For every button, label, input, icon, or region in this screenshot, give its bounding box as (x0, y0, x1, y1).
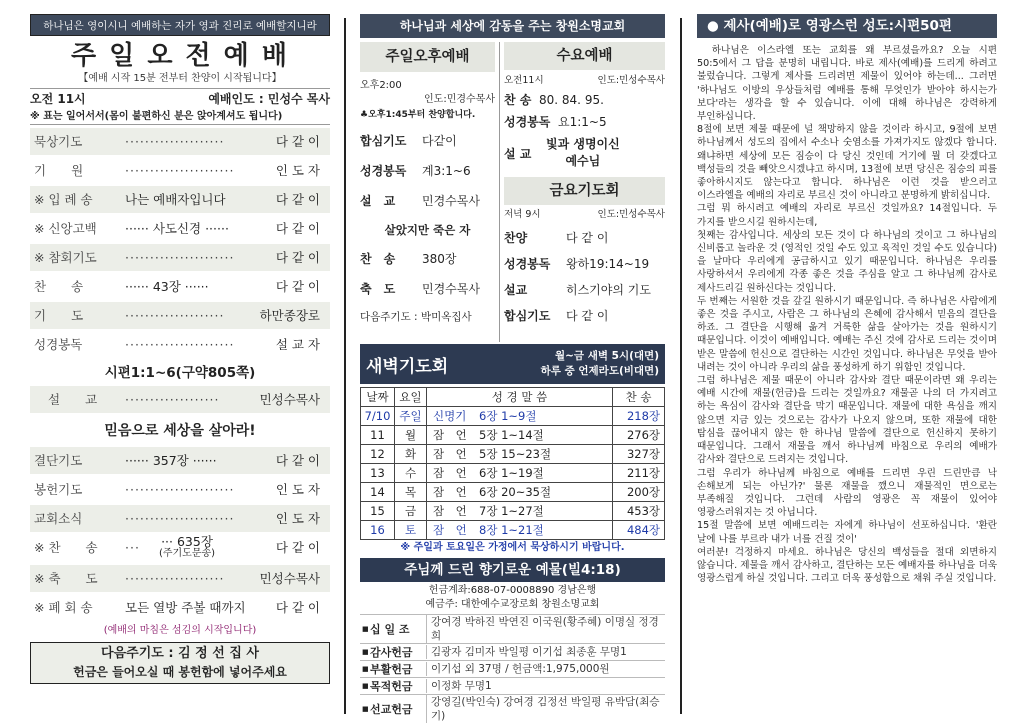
bullet-icon: ■ (362, 705, 369, 713)
wednesday-title: 수요예배 (504, 42, 665, 70)
cell-book: 잠 언 (433, 523, 467, 537)
bullet-icon: ■ (362, 625, 369, 633)
friday-rows (504, 225, 665, 329)
cell-date: 16 (361, 521, 395, 540)
cell-passage: 7장 1~27절 (479, 504, 544, 518)
service-row-value: 다같이 (422, 134, 457, 148)
cell-day: 수 (395, 464, 427, 483)
cell-day: 금 (395, 502, 427, 521)
order-label: 성경봉독 (34, 337, 83, 352)
afternoon-sermon-title: 살았지만 죽은 자 (384, 223, 471, 237)
afternoon-note: ♣오후1:45부터 찬양합니다. (360, 110, 476, 120)
cell-date: 13 (361, 464, 395, 483)
cell-scripture (427, 502, 613, 521)
cell-scripture (427, 407, 613, 426)
weekday-services (500, 42, 665, 342)
order-dots: ······················ (125, 482, 235, 497)
order-person: 다 같 이 (275, 600, 320, 615)
cell-hymn: 276장 (613, 426, 665, 445)
next-week-prayer: 다음주기도 : 김 정 선 집 사 (101, 646, 259, 661)
table-header-row (361, 388, 665, 407)
order-label: ※ 찬 송 (34, 540, 98, 555)
cell-passage: 6장 20~35절 (479, 485, 552, 499)
header-day: 요일 (395, 388, 427, 407)
order-row (30, 505, 330, 532)
sermon-preacher: 민성수목사 (259, 392, 320, 407)
afternoon-rows (360, 126, 495, 216)
cell-hymn: 218장 (613, 407, 665, 426)
wednesday-hymn-label: 찬 송 (504, 93, 532, 107)
table-row (361, 521, 665, 540)
cell-book: 잠 언 (433, 428, 467, 442)
friday-leader: 인도:민성수목사 (597, 209, 665, 220)
offering-label: 선교헌금 (370, 703, 413, 716)
cell-date: 15 (361, 502, 395, 521)
wednesday-hymn-value: 80. 84. 95. (539, 93, 604, 107)
wednesday-sermon-line1: 빛과 생명이신 (546, 137, 620, 151)
cell-scripture (427, 483, 613, 502)
order-label: 교회소식 (34, 511, 83, 526)
cell-passage: 8장 1~21절 (479, 523, 544, 537)
service-row (504, 277, 665, 303)
schedule-column (360, 14, 665, 722)
sermon-title: 믿음으로 세상을 살아라! (104, 423, 256, 439)
wednesday-scripture-value: 요1:1~5 (558, 115, 607, 129)
sermon-paragraph: 그럼 우리가 하나님께 바침으로 예배를 드리면 우린 드린만큼 낙 손해보게 되는 아닌가?' 물론 재물을 깼으니 재물적인 면으로는 부족해질 것입니다. 그런데 사람의 영광은 꼭 재물이 있어야 영광스러워지는 것 아닙니다. (697, 467, 997, 519)
order-person: 인 도 자 (275, 482, 320, 497)
service-row-label: 합심기도 (504, 309, 551, 323)
afternoon-next: 다음주기도 : 박미옥집사 (360, 311, 472, 323)
dawn-note: ※ 주일과 토요일은 가정에서 묵상하시기 바랍니다. (400, 542, 625, 553)
service-row-label: 찬양 (504, 231, 528, 245)
order-row (30, 331, 330, 358)
sermon-paragraph: 두 번째는 서원한 것을 갚길 원하시기 때문입니다. 즉 하나님은 사람에게 좋은 것을 주시고, 사람은 그 하나님의 은혜에 감사해서 믿음의 결단을 하죠. 그 결단을 시행해 옮겨 거룩한 삶을 살아가는 것을 원하시기 때문입니다. 이것이 예배입니다. 예배는 주신 것에 감사로 드리는 것이며 받은 말씀에 헌신으로 결단하는 시간인 것입니다. 하나님은 무엇을 받아 내려는 것이 아니라 우리의 삶을 풍성하게 하기 위함인 것입니다. (697, 295, 997, 373)
cell-date: 11 (361, 426, 395, 445)
order-row (30, 302, 330, 329)
account-holder: 예금주: 대한예수교장로회 창원소명교회 (425, 599, 600, 610)
service-row (504, 225, 665, 251)
cell-day: 목 (395, 483, 427, 502)
sermon-article-body (697, 44, 997, 585)
order-item: 모든 열방 주볼 때까지 (125, 600, 246, 615)
order-person: 다 같 이 (275, 540, 320, 555)
cell-book: 잠 언 (433, 447, 467, 461)
order-row (30, 128, 330, 155)
offering-label: 십 일 조 (370, 623, 410, 636)
service-row (360, 244, 495, 274)
order-item (122, 536, 252, 560)
service-row (504, 303, 665, 329)
cell-book: 잠 언 (433, 504, 467, 518)
sermon-paragraph: 여러분! 걱정하지 마세요. 하나님은 당신의 백성들을 절대 외면하지 않습니다. 제물을 깨서 감사하고, 결단하는 모든 예배자를 하나님을 더욱 영광스럽게 하실 것입니다. 그리고 더욱 풍성함으로 채워 주실 것입니다. (697, 546, 997, 585)
wednesday-hymn (504, 89, 665, 111)
order-row (30, 244, 330, 271)
offering-row (360, 614, 665, 643)
order-dots: ······················ (125, 511, 235, 526)
offering-list (360, 614, 665, 723)
sermon-paragraph: 하나님은 이스라엘 또는 교회를 왜 부르셨을까요? 오늘 시편 50:5에서 그 답을 분명히 내립니다. 바로 제사(예배)를 드리게 하려고 불렀습니다. 그렇게 제사를 드리려면 제물이 있어야 하는데... 그러면 '하나님도 이방의 우상들처럼 예배를 통해 무엇인가 받아야 하시는가 보다'라는 생각을 할 수 있습니다. 이에 대해 하나님은 강력하게 부인하십니다. (697, 45, 997, 123)
offering-row (360, 694, 665, 723)
service-row-label: 합심기도 (360, 134, 407, 148)
cell-date: 12 (361, 445, 395, 464)
order-label: 찬 송 (34, 279, 84, 294)
order-row (30, 565, 330, 592)
friday-time: 저녁 9시 (504, 209, 541, 220)
services-grid (360, 42, 665, 342)
cell-hymn: 200장 (613, 483, 665, 502)
order-list-2 (30, 447, 330, 621)
friday-info (504, 205, 665, 225)
order-person: 설 교 자 (275, 337, 320, 352)
order-item: ······ 43장 ······ (125, 279, 209, 294)
next-week-box (30, 642, 330, 684)
time-leader-row (30, 88, 330, 108)
order-label: 기 도 (34, 308, 84, 323)
cell-book: 잠 언 (433, 485, 467, 499)
top-banner: 하나님은 영이시니 예배하는 자가 영과 진리로 예배할지니라 (30, 14, 330, 36)
cell-day: 화 (395, 445, 427, 464)
order-person: 하만종장로 (259, 308, 320, 323)
offering-note: 헌금은 들어오실 때 봉헌함에 넣어주세요 (73, 665, 287, 679)
service-row (504, 251, 665, 277)
wednesday-scripture (504, 111, 665, 133)
order-row (30, 534, 330, 563)
cell-passage: 5장 1~14절 (479, 428, 544, 442)
wednesday-leader: 인도:민성수목사 (597, 75, 665, 86)
header-scripture: 성 경 말 씀 (427, 388, 613, 407)
order-label: ※ 입 례 송 (34, 192, 93, 207)
sermon-article-title: ● 제사(예배)로 영광스런 성도:시편50편 (697, 14, 997, 38)
friday-title: 금요기도회 (504, 177, 665, 205)
cell-hymn: 211장 (613, 464, 665, 483)
order-label: 결단기도 (34, 453, 83, 468)
order-row (30, 594, 330, 621)
wednesday-sermon-line2: 예수님 (565, 154, 601, 168)
order-label: ※ 참회기도 (34, 250, 97, 265)
service-row-value: 다 같 이 (566, 309, 609, 323)
order-dots: ···················· (125, 308, 225, 323)
cell-scripture (427, 464, 613, 483)
order-dots: ······················ (125, 163, 235, 178)
cell-passage: 6장 1~19절 (479, 466, 544, 480)
offering-row (360, 660, 665, 677)
order-dots: ··· (125, 540, 140, 555)
wednesday-scripture-label: 성경봉독 (504, 115, 551, 129)
afternoon-time: 오후2:00 (360, 80, 402, 91)
offering-names: 이정화 무명1 (426, 679, 665, 693)
order-dots: ···················· (125, 571, 225, 586)
afternoon-title: 주일오후예배 (360, 42, 495, 72)
sermon-paragraph: 그럼 하나님은 제물 때문이 아니라 감사와 결단 때문이라면 왜 우리는 예배 시간에 재물(헌금)을 드리는 것일까요? 재물곧 나의 더 가지려고 하는 욕심이 감사와 결단을 막기 때문입니다. 재물에 대한 욕심을 깨지 않으면 지금 있는 것으로는 감사가 나오지 않으며, 또한 재물에 대한 탐심을 끊어내지 않는 한 하나님 말씀에 결단으로 헌신하지 못하기 때문입니다. 그래서 재물을 깨서 하나님께 바침으로 우리의 예배가 감사와 결단으로 드려지는 것입니다. (697, 375, 997, 466)
cell-scripture (427, 445, 613, 464)
service-time: 오전 11시 (30, 92, 86, 106)
sermon-paragraph: 그럼 뭐 하시려고 예배의 자리로 부르신 것일까요? 14절입니다. 두 가지를 받으시길 원하시는데, (697, 203, 997, 228)
service-row-value: 380장 (422, 252, 457, 266)
dawn-time-2: 하루 중 언제라도(비대면) (540, 365, 659, 377)
offering-row (360, 677, 665, 694)
service-row-value: 왕하19:14~19 (566, 257, 650, 271)
service-row (360, 126, 495, 156)
order-person: 다 같 이 (275, 134, 320, 149)
order-list-1 (30, 128, 330, 358)
standing-note: ※ 표는 일어서서(몸이 불편하신 분은 앉아계셔도 됩니다) (30, 108, 330, 125)
order-item-line1: ··· 635장 (161, 534, 213, 549)
sermon-paragraph: 첫째는 감사입니다. 세상의 모든 것이 다 하나님의 것이고 그 하나님의 신비롭고 놀라운 것 (영적인 것일 수도 있고 육적인 것일 수도 있습니다)을 날마다 우리에게 공급하시고 있기 때문입니다. 하나님은 우리를 사랑하셔서 우리에게 각종 좋은 것을 주심을 알고 그 하나님께 감사로 제사드리길 원하신다는 것입니다. (697, 229, 997, 294)
offering-label: 부활헌금 (370, 663, 413, 676)
order-person: 다 같 이 (275, 221, 320, 236)
wednesday-sermon-label: 설 교 (504, 146, 532, 161)
service-row-label: 설 교 (360, 194, 396, 208)
order-label: ※ 신앙고백 (34, 221, 97, 236)
dawn-schedule-table (360, 387, 665, 540)
table-row (361, 483, 665, 502)
column-divider-2 (680, 18, 682, 714)
cell-hymn: 327장 (613, 445, 665, 464)
order-label: 묵상기도 (34, 134, 83, 149)
bullet-icon: ■ (362, 648, 369, 656)
offering-header: 주님께 드린 향기로운 예물(빌4:18) (360, 558, 665, 582)
dawn-times (541, 349, 659, 379)
church-banner: 하나님과 세상에 감동을 주는 창원소명교회 (360, 14, 665, 38)
cell-book: 신명기 (433, 409, 467, 423)
table-row (361, 502, 665, 521)
morning-service-column (30, 14, 330, 716)
service-row (360, 156, 495, 186)
order-row (30, 186, 330, 213)
order-row (30, 157, 330, 184)
order-dots: ···················· (125, 134, 225, 149)
order-item: ······ 357장 ······ (125, 453, 217, 468)
order-person: 인 도 자 (275, 511, 320, 526)
dawn-prayer-header (360, 344, 665, 384)
afternoon-leader: 인도:민경수목사 (424, 94, 495, 105)
cell-date: 7/10 (361, 407, 395, 426)
order-row (30, 215, 330, 242)
cell-day: 주일 (395, 407, 427, 426)
order-label: 봉헌기도 (34, 482, 83, 497)
order-person: 인 도 자 (275, 163, 320, 178)
wednesday-time: 오전11시 (504, 75, 544, 86)
cell-day: 월 (395, 426, 427, 445)
service-row-value: 민경수목사 (422, 282, 480, 296)
table-row (361, 426, 665, 445)
scripture-heading: 시편1:1~6(구약805쪽) (104, 365, 256, 381)
service-row-value: 계3:1~6 (422, 164, 471, 178)
order-item: ······ 사도신경 ······ (125, 221, 229, 236)
order-person: 다 같 이 (275, 192, 320, 207)
order-person: 민성수목사 (259, 571, 320, 586)
table-row (361, 407, 665, 426)
order-label: ※ 폐 회 송 (34, 600, 93, 615)
wednesday-sermon (504, 133, 665, 173)
offering-names: 강여경 박하진 박연진 이국원(황주혜) 이명실 정경희 (426, 615, 665, 643)
subtitle: 【예배 시작 15분 전부터 찬양이 시작됩니다】 (78, 73, 282, 84)
service-row-label: 성경봉독 (504, 257, 551, 271)
service-row (360, 274, 495, 304)
bullet-icon: ■ (362, 665, 369, 673)
sermon-column (697, 14, 997, 716)
cell-hymn: 484장 (613, 521, 665, 540)
afternoon-service (360, 42, 500, 342)
wednesday-info (504, 73, 665, 89)
order-row (30, 447, 330, 474)
order-item-line2: (주기도문송) (158, 548, 216, 559)
wednesday-sermon-title (546, 136, 620, 170)
service-row-label: 설교 (504, 283, 528, 297)
offering-label: 목적헌금 (370, 680, 413, 693)
dawn-time-1: 월~금 새벽 5시(대면) (554, 350, 659, 362)
service-row-value: 히스기야의 기도 (566, 283, 651, 297)
table-row (361, 445, 665, 464)
offering-label: 감사헌금 (370, 646, 413, 659)
offering-row (360, 643, 665, 660)
service-row (360, 186, 495, 216)
dawn-table-body (361, 407, 665, 540)
order-dots: ······················ (125, 337, 235, 352)
column-divider-1 (344, 18, 346, 714)
cell-scripture (427, 521, 613, 540)
sermon-paragraph: 8절에 보면 제물 때문에 널 책망하지 않을 것이라 하시고, 9절에 보면 하나님께서 성도의 집에서 수소나 숫염소를 가져가지도 않겠다 합니다. 왜냐하면 세상에 모든 짐승이 다 당신 것인데 거기에 뭘 더 갖겠다고 백성들의 것을 빼앗으시겠냐고 하시며, 13절에 보면 당신은 짐승의 피를 좋아하시지도 않는다고 합니다. 하나님은 이런 것을 받으러고 이스라엘을 예배의 자리로 부르신 것이 아니라고 분명하게 밝히십니다. (697, 124, 997, 202)
service-row-label: 성경봉독 (360, 164, 407, 178)
page-title: 주 일 오 전 예 배 (71, 41, 289, 71)
offering-names: 강영길(박인숙) 강여경 김정선 박일평 유박담(최승기) (426, 695, 665, 723)
service-row-label: 찬 송 (360, 252, 396, 266)
order-row (30, 476, 330, 503)
sermon-paragraph: 15절 말씀에 보면 예배드리는 자에게 하나님이 선포하십니다. '환란 날에 나를 부르라 내가 너를 건질 것이' (697, 520, 997, 545)
order-person: 다 같 이 (275, 250, 320, 265)
service-row-value: 다 같 이 (566, 231, 609, 245)
cell-scripture (427, 426, 613, 445)
order-label: ※ 축 도 (34, 571, 98, 586)
cell-book: 잠 언 (433, 466, 467, 480)
cell-passage: 5장 15~23절 (479, 447, 552, 461)
service-row-label: 축 도 (360, 282, 396, 296)
order-label: 기 원 (34, 163, 84, 178)
cell-day: 토 (395, 521, 427, 540)
order-dots: ······················ (125, 250, 235, 265)
sermon-label: 설 교 (48, 392, 98, 407)
table-row (361, 464, 665, 483)
bullet-icon: ■ (362, 682, 369, 690)
closing-note: (예배의 마침은 섬김의 시작입니다) (103, 625, 257, 636)
account-info: 헌금계좌:688-07-0008890 경남은행 (428, 585, 597, 596)
cell-date: 14 (361, 483, 395, 502)
cell-hymn: 453장 (613, 502, 665, 521)
service-row-value: 민경수목사 (422, 194, 480, 208)
afternoon-rows-2 (360, 244, 495, 304)
header-hymn: 찬 송 (613, 388, 665, 407)
cell-passage: 6장 1~9절 (479, 409, 537, 423)
sermon-dots: ··················· (125, 392, 220, 407)
offering-names: 김광자 김미자 박일평 이기섭 최종훈 무명1 (426, 645, 665, 659)
order-item: 나는 예배자입니다 (125, 192, 226, 207)
order-person: 다 같 이 (275, 279, 320, 294)
order-row (30, 273, 330, 300)
order-person: 다 같 이 (275, 453, 320, 468)
dawn-title: 새벽기도회 (366, 356, 449, 377)
sermon-row (30, 386, 330, 413)
service-leader: 예배인도 : 민성수 목사 (208, 92, 330, 106)
header-date: 날짜 (361, 388, 395, 407)
offering-names: 이기섭 외 37명 / 헌금액:1,975,000원 (426, 662, 665, 676)
